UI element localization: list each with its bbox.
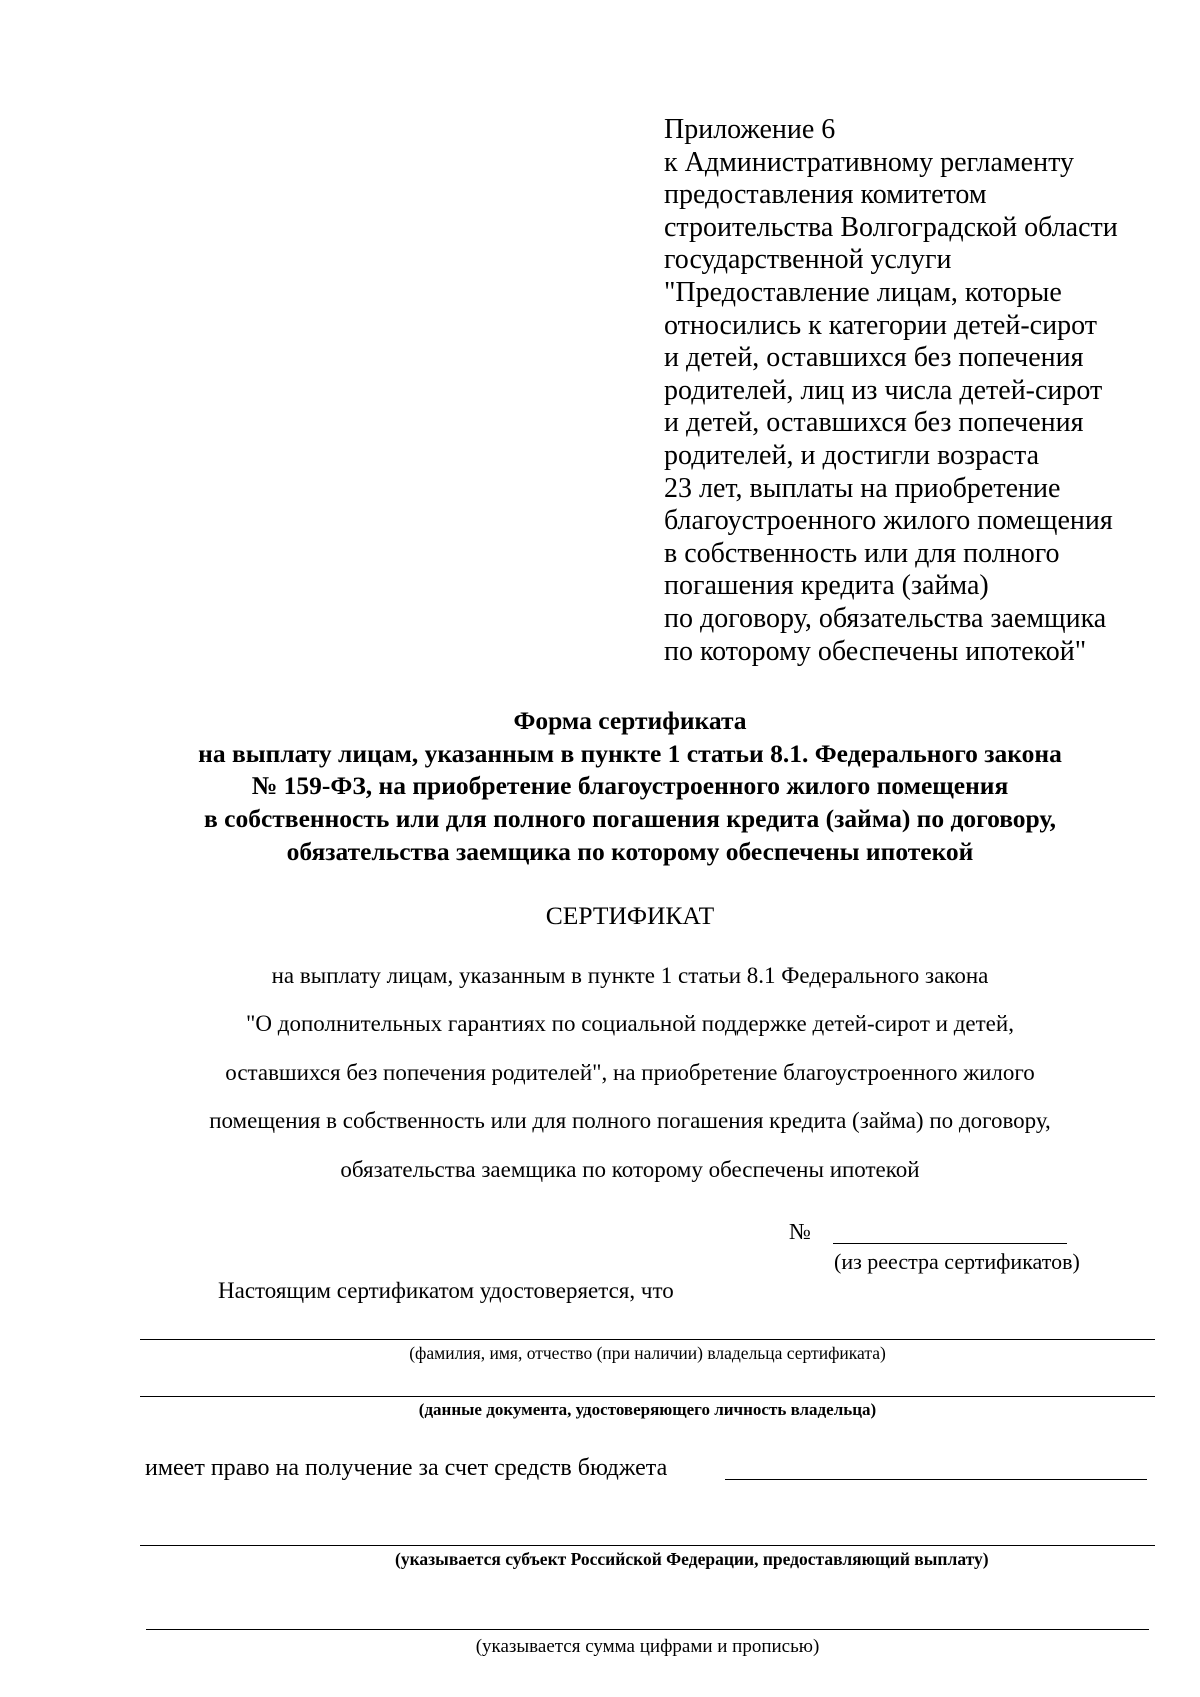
owner-name-field[interactable] xyxy=(140,1339,1155,1340)
description-line: оставшихся без попечения родителей", на приобретение благоустроенного жилого xyxy=(225,1059,1035,1085)
appendix-line: 23 лет, выплаты на приобретение xyxy=(664,472,1061,504)
amount-field[interactable] xyxy=(146,1629,1149,1630)
certificate-heading: СЕРТИФИКАТ xyxy=(545,901,715,930)
owner-name-caption: (фамилия, имя, отчество (при наличии) владельца сертификата) xyxy=(409,1343,886,1363)
appendix-line: благоустроенного жилого помещения xyxy=(664,505,1113,537)
appendix-line: погашения кредита (займа) xyxy=(664,570,989,602)
appendix-line: по договору, обязательства заемщика xyxy=(664,602,1107,634)
certificate-number-caption: (из реестра сертификатов) xyxy=(834,1249,1080,1274)
appendix-line: к Административному регламенту xyxy=(664,146,1074,178)
form-title xyxy=(130,705,1130,869)
subject-field[interactable] xyxy=(140,1545,1155,1546)
appendix-header xyxy=(664,114,1164,668)
description-line: на выплату лицам, указанным в пункте 1 статьи 8.1 Федерального закона xyxy=(271,963,989,988)
certificate-description xyxy=(130,952,1130,1194)
form-title-line: обязательства заемщика по которому обеспечены ипотекой xyxy=(286,836,974,866)
appendix-line: государственной услуги xyxy=(664,244,952,276)
appendix-line: в собственность или для полного xyxy=(664,537,1060,569)
description-line: "О дополнительных гарантиях по социальной поддержке детей-сирот и детей, xyxy=(246,1011,1014,1037)
budget-field[interactable] xyxy=(725,1479,1147,1480)
appendix-line: и детей, оставшихся без попечения xyxy=(664,407,1084,439)
amount-caption: (указывается сумма цифрами и прописью) xyxy=(475,1636,820,1657)
appendix-line: "Предоставление лицам, которые xyxy=(664,276,1062,308)
form-title-line: на выплату лицам, указанным в пункте 1 статьи 8.1. Федерального закона xyxy=(198,738,1062,768)
description-line: помещения в собственность или для полного погашения кредита (займа) по договору, xyxy=(209,1108,1051,1134)
appendix-line: относились к категории детей-сирот xyxy=(664,309,1097,341)
form-title-line: Форма сертификата xyxy=(513,706,747,735)
appendix-line: и детей, оставшихся без попечения xyxy=(664,342,1084,374)
owner-document-caption: (данные документа, удостоверяющего личность владельца) xyxy=(418,1400,877,1419)
entitled-statement: имеет право на получение за счет средств бюджета xyxy=(145,1455,668,1481)
appendix-line: строительства Волгоградской области xyxy=(664,211,1118,243)
certify-statement: Настоящим сертификатом удостоверяется, что xyxy=(218,1278,674,1303)
certificate-number-sign: № xyxy=(789,1219,811,1244)
appendix-line: Приложение 6 xyxy=(664,114,836,145)
appendix-line: родителей, и достигли возраста xyxy=(664,439,1040,471)
appendix-line: предоставления комитетом xyxy=(664,179,987,211)
appendix-line: родителей, лиц из числа детей-сирот xyxy=(664,374,1103,406)
form-title-line: № 159-ФЗ, на приобретение благоустроенного жилого помещения xyxy=(251,771,1009,801)
owner-document-field[interactable] xyxy=(140,1396,1155,1397)
certificate-number-field[interactable] xyxy=(833,1243,1067,1244)
form-title-line: в собственность или для полного погашения кредита (займа) по договору, xyxy=(204,804,1056,834)
subject-caption: (указывается субъект Российской Федерации, предоставляющий выплату) xyxy=(395,1549,989,1569)
description-line: обязательства заемщика по которому обеспечены ипотекой xyxy=(340,1156,920,1182)
appendix-line: по которому обеспечены ипотекой" xyxy=(664,635,1087,667)
